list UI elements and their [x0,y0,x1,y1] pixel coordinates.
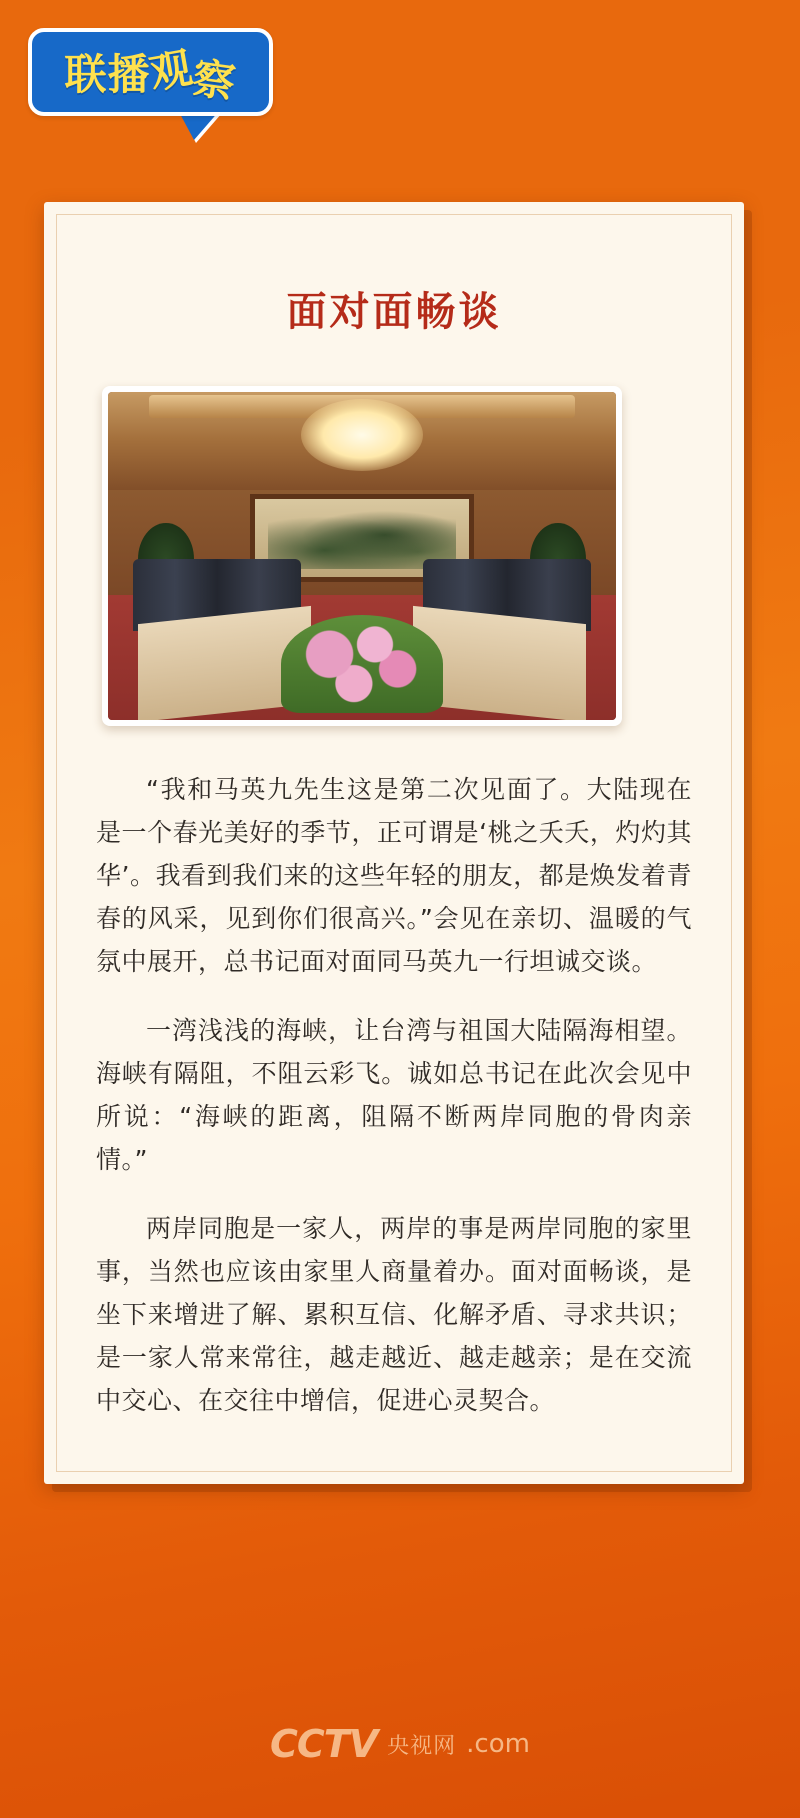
article-paragraph: 一湾浅浅的海峡，让台湾与祖国大陆隔海相望。海峡有隔阻，不阻云彩飞。诚如总书记在此次会见中所说：“海峡的距离，阻隔不断两岸同胞的骨肉亲情。” [96,1016,692,1174]
logo-text-part1: 联播 [64,50,151,99]
program-logo-badge [28,28,290,138]
photo-flower-arrangement [281,615,444,713]
logo-text-part3: 察 [189,53,239,108]
content-card [44,202,744,1484]
cctv-logo-icon: CCTV [270,1722,378,1766]
page-title: 面对面畅谈 [286,288,502,335]
cctv-brand-domain: .com [466,1729,530,1759]
meeting-photo [108,392,616,720]
logo-text [28,28,273,116]
article-body [96,768,692,1422]
footer-brand [0,1722,800,1766]
photo-ceiling-lamp [301,399,423,471]
article-paragraph: “我和马英九先生这是第二次见面了。大陆现在是一个春光美好的季节，正可谓是‘桃之夭夭，灼灼其华’。我看到我们来的这些年轻的朋友，都是焕发着青春的风采，见到你们很高兴。”会见在亲切、温暖的气氛中展开，总书记面对面同马英九一行坦诚交谈。 [96,775,692,976]
logo-text-part2: 观 [146,42,198,99]
cctv-brand-cn: 央视网 [387,1733,457,1759]
article-paragraph: 两岸同胞是一家人，两岸的事是两岸同胞的家里事，当然也应该由家里人商量着办。面对面畅谈，是坐下来增进了解、累积互信、化解矛盾、寻求共识；是一家人常来常往，越走越近、越走越亲；是在交流中交心、在交往中增信，促进心灵契合。 [96,1214,692,1415]
photo-frame [102,386,622,726]
